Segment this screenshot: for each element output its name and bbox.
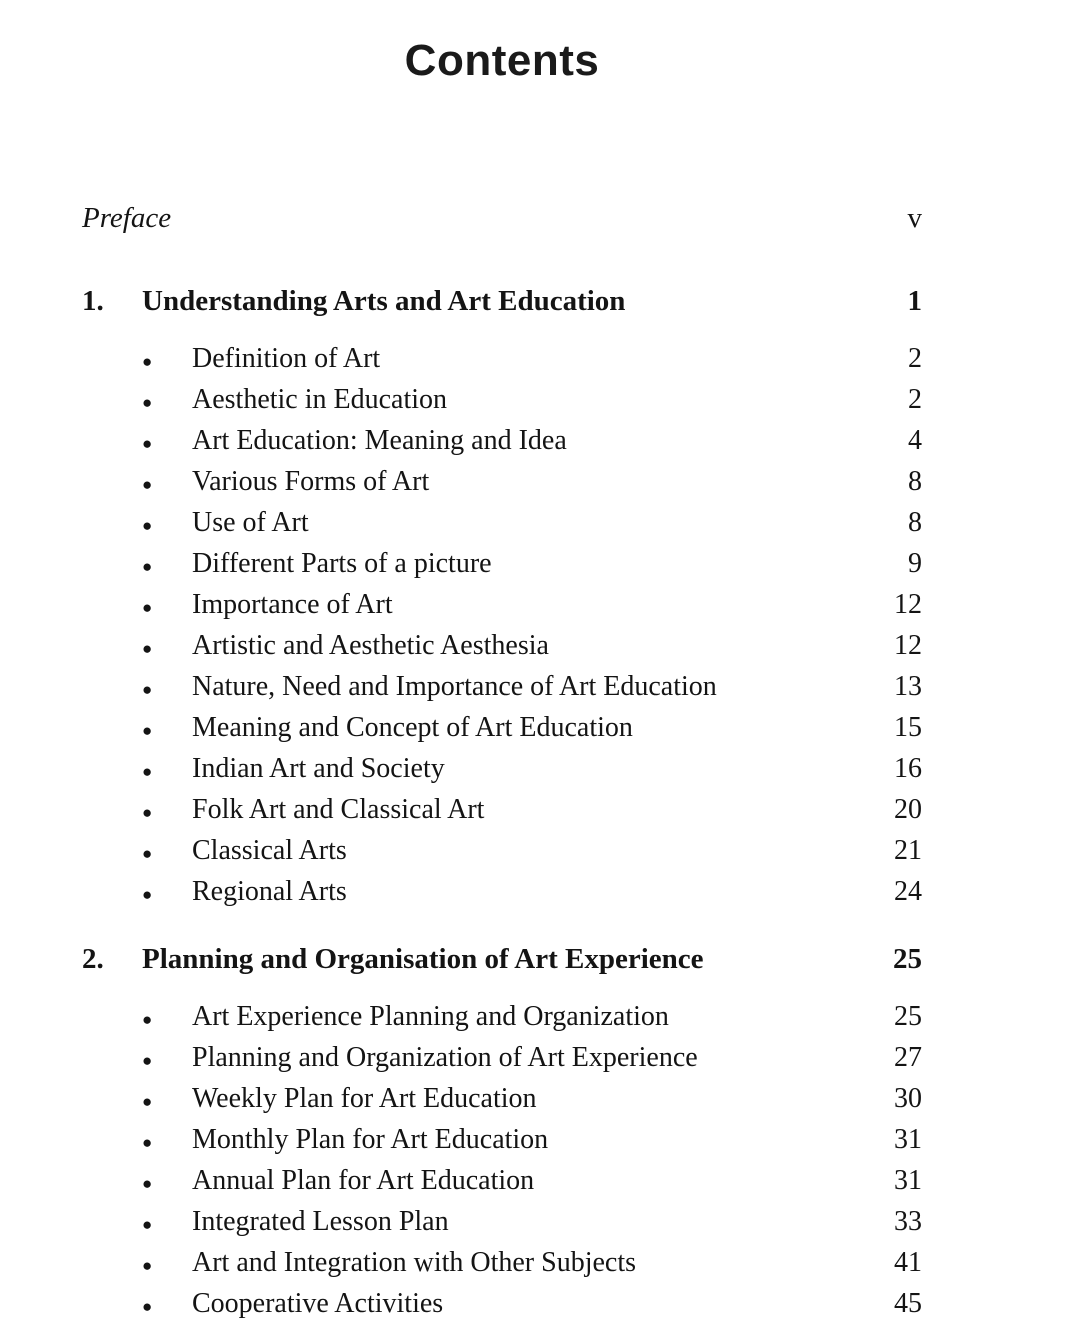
bullet-icon: ● (142, 1214, 153, 1234)
toc-item-label: Artistic and Aesthetic Aesthesia (192, 629, 549, 661)
toc-item (82, 340, 922, 381)
toc-item (82, 1285, 922, 1326)
bullet-icon: ● (142, 392, 153, 412)
toc-item-label: Meaning and Concept of Art Education (192, 711, 633, 743)
toc-item-label: Planning and Organization of Art Experience (192, 1041, 698, 1073)
toc-item-page: 45 (894, 1287, 922, 1319)
chapter-1-title: Understanding Arts and Art Education (142, 284, 626, 317)
toc-item (82, 750, 922, 791)
toc-item-label: Regional Arts (192, 875, 347, 907)
toc-item-label: Definition of Art (192, 342, 381, 374)
toc-item (82, 1203, 922, 1244)
toc-item-label: Art Experience Planning and Organization (192, 1000, 669, 1032)
bullet-icon: ● (142, 1091, 153, 1111)
toc-item (82, 422, 922, 463)
chapter-2-items (82, 998, 922, 1326)
toc-item-page: 15 (894, 711, 922, 743)
toc-item-page: 31 (894, 1164, 922, 1196)
chapter-1-number: 1. (82, 284, 104, 317)
bullet-icon: ● (142, 761, 153, 781)
toc-item-page: 8 (908, 506, 922, 538)
toc-item-page: 41 (894, 1246, 922, 1278)
toc-item-label: Indian Art and Society (192, 752, 445, 784)
toc-item-label: Monthly Plan for Art Education (192, 1123, 549, 1155)
toc-item-page: 16 (894, 752, 922, 784)
toc-item (82, 545, 922, 586)
chapter-2-number: 2. (82, 942, 104, 975)
toc-item-page: 8 (908, 465, 922, 497)
toc-item (82, 1244, 922, 1285)
bullet-icon: ● (142, 474, 153, 494)
toc-item-page: 12 (894, 629, 922, 661)
bullet-icon: ● (142, 433, 153, 453)
bullet-icon: ● (142, 884, 153, 904)
toc-item (82, 463, 922, 504)
toc-item (82, 791, 922, 832)
toc-item (82, 1080, 922, 1121)
toc-item-label: Integrated Lesson Plan (192, 1205, 449, 1237)
toc-item-page: 2 (908, 383, 922, 415)
bullet-icon: ● (142, 556, 153, 576)
bullet-icon: ● (142, 638, 153, 658)
toc-item (82, 873, 922, 914)
toc-item-label: Different Parts of a picture (192, 547, 492, 579)
toc-item-label: Folk Art and Classical Art (192, 793, 485, 825)
toc-item-label: Nature, Need and Importance of Art Education (192, 670, 717, 702)
toc-item-page: 4 (908, 424, 922, 456)
toc-item (82, 998, 922, 1039)
toc-item-label: Use of Art (192, 506, 309, 538)
chapter-2-title: Planning and Organisation of Art Experience (142, 942, 704, 975)
toc-item (82, 1162, 922, 1203)
toc-item-label: Importance of Art (192, 588, 393, 620)
bullet-icon: ● (142, 1009, 153, 1029)
chapter-1-heading (82, 286, 922, 318)
toc-item-page: 13 (894, 670, 922, 702)
toc-item-page: 2 (908, 342, 922, 374)
toc-item (82, 832, 922, 873)
chapter-1-items (82, 340, 922, 914)
toc-item-label: Art Education: Meaning and Idea (192, 424, 567, 456)
page-title: Contents (404, 36, 600, 85)
toc-item (82, 1121, 922, 1162)
bullet-icon: ● (142, 679, 153, 699)
toc-item-label: Classical Arts (192, 834, 347, 866)
toc-item (82, 504, 922, 545)
toc-item (82, 586, 922, 627)
bullet-icon: ● (142, 351, 153, 371)
bullet-icon: ● (142, 1050, 153, 1070)
chapter-2-page-number: 25 (893, 942, 922, 975)
chapter-2-heading (82, 944, 922, 976)
toc-item-page: 33 (894, 1205, 922, 1237)
bullet-icon: ● (142, 1296, 153, 1316)
toc-item-label: Cooperative Activities (192, 1287, 444, 1319)
preface-entry (82, 199, 922, 238)
bullet-icon: ● (142, 720, 153, 740)
toc-item-page: 12 (894, 588, 922, 620)
bullet-icon: ● (142, 597, 153, 617)
bullet-icon: ● (142, 1173, 153, 1193)
bullet-icon: ● (142, 515, 153, 535)
toc-item-label: Various Forms of Art (192, 465, 430, 497)
toc-item (82, 709, 922, 750)
toc-item-label: Aesthetic in Education (192, 383, 448, 415)
preface-label: Preface (82, 201, 172, 234)
toc-item-page: 27 (894, 1041, 922, 1073)
toc-item-label: Annual Plan for Art Education (192, 1164, 535, 1196)
bullet-icon: ● (142, 802, 153, 822)
toc-item-page: 30 (894, 1082, 922, 1114)
toc-item (82, 627, 922, 668)
toc-item-page: 9 (908, 547, 922, 579)
bullet-icon: ● (142, 1255, 153, 1275)
toc-item-page: 21 (894, 834, 922, 866)
toc-item (82, 381, 922, 422)
preface-page-number: v (907, 201, 922, 234)
toc-item-page: 25 (894, 1000, 922, 1032)
toc-item-page: 24 (894, 875, 922, 907)
toc-item-label: Art and Integration with Other Subjects (192, 1246, 637, 1278)
chapter-1-page-number: 1 (907, 284, 922, 317)
bullet-icon: ● (142, 1132, 153, 1152)
toc-item-page: 20 (894, 793, 922, 825)
toc-item-label: Weekly Plan for Art Education (192, 1082, 537, 1114)
toc-item-page: 31 (894, 1123, 922, 1155)
toc-item (82, 668, 922, 709)
bullet-icon: ● (142, 843, 153, 863)
toc-item (82, 1039, 922, 1080)
